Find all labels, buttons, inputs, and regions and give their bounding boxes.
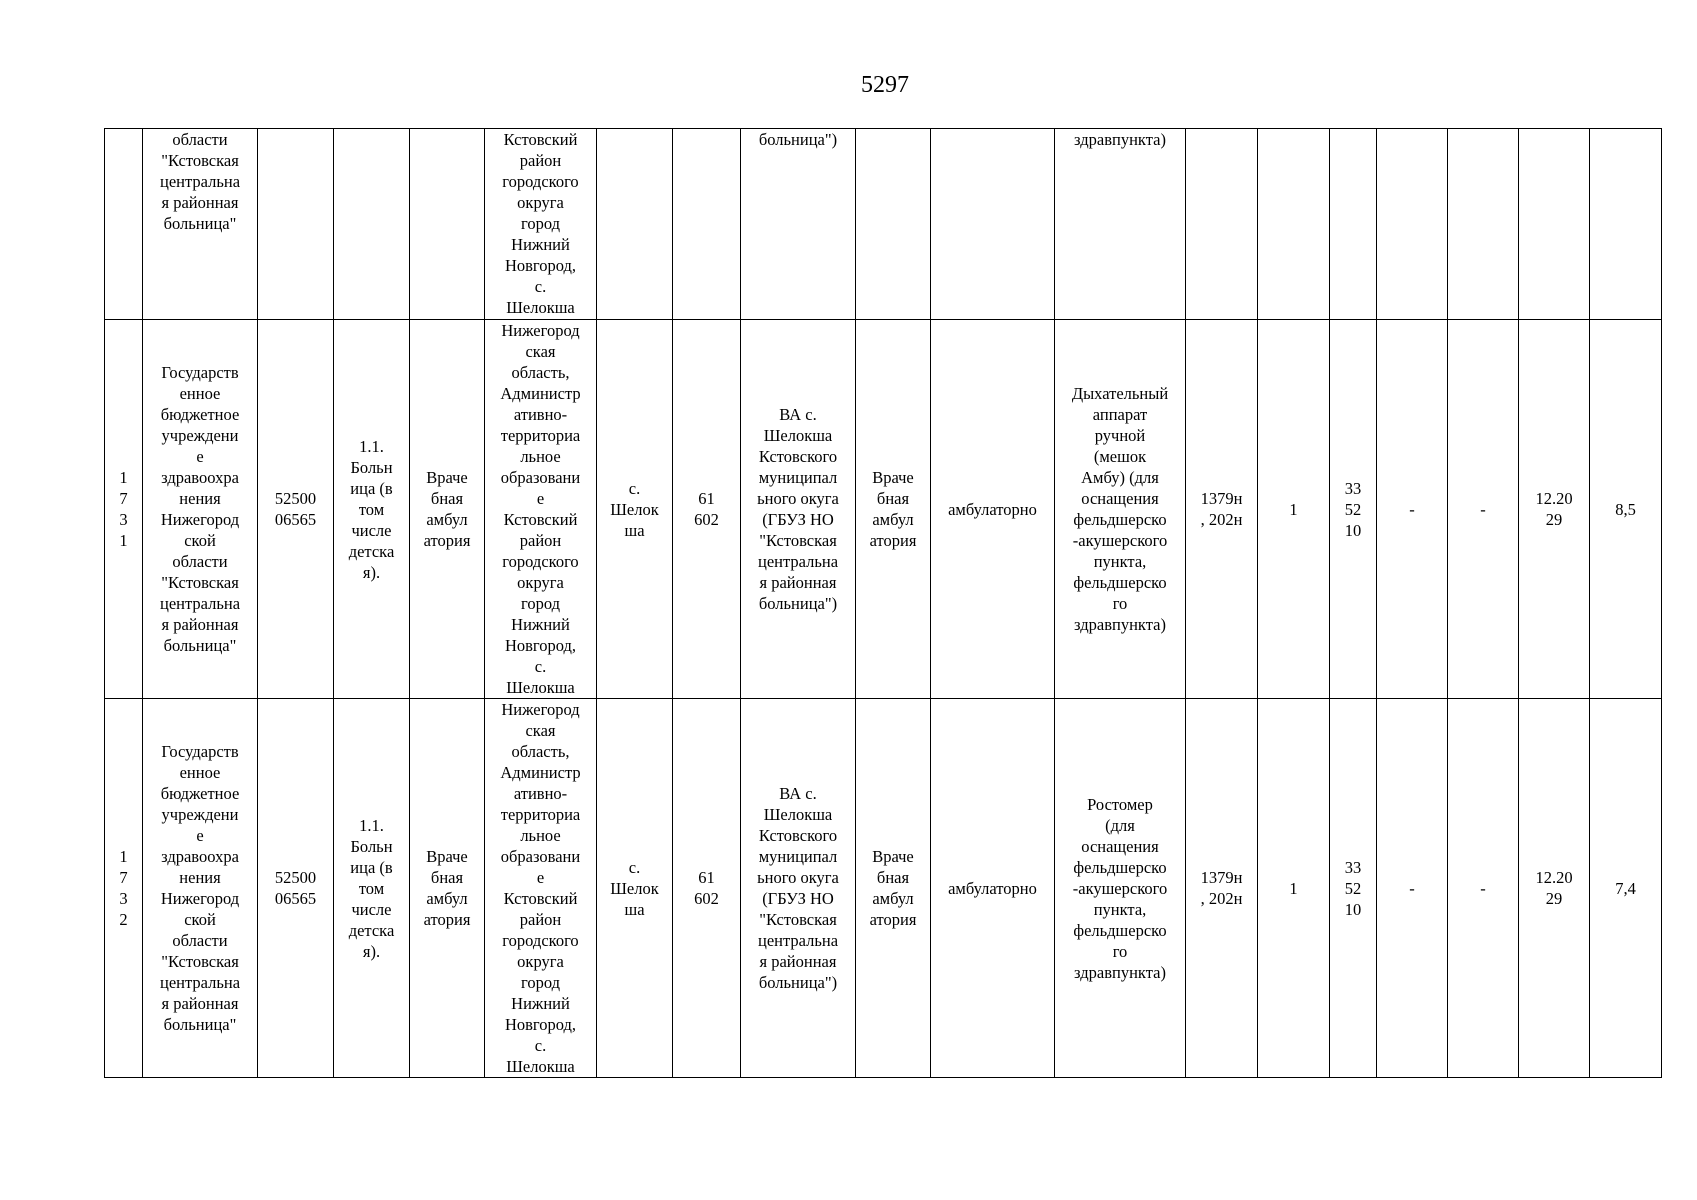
unit-type-cell: Враче бная амбул атория <box>856 699 931 1078</box>
unit-type-cell <box>856 129 931 320</box>
table-body <box>105 129 1662 1078</box>
subdivision-cell: Враче бная амбул атория <box>410 320 485 699</box>
equipment-name-cell: Ростомер (для оснащения фельдшерско -акушерского пункта, фельдшерско го здравпункта) <box>1055 699 1186 1078</box>
inn-cell: 52500 06565 <box>258 320 334 699</box>
equipment-name-cell: здравпункта) <box>1055 129 1186 320</box>
row-number-cell: 1 7 3 2 <box>105 699 143 1078</box>
page-number: 5297 <box>861 72 909 98</box>
date-cell: 12.20 29 <box>1519 699 1590 1078</box>
unit-type-cell: Враче бная амбул атория <box>856 320 931 699</box>
field-2-cell: - <box>1448 699 1519 1078</box>
okpd-code-cell: 33 52 10 <box>1330 320 1377 699</box>
value-cell: 7,4 <box>1590 699 1662 1078</box>
facility-type-cell <box>334 129 410 320</box>
equipment-table <box>104 128 1662 1078</box>
oktmo-cell: 61 602 <box>673 320 741 699</box>
settlement-cell: с. Шелок ша <box>597 320 673 699</box>
oktmo-cell: 61 602 <box>673 699 741 1078</box>
okpd-code-cell: 33 52 10 <box>1330 699 1377 1078</box>
row-number-cell: 1 7 3 1 <box>105 320 143 699</box>
field-1-cell <box>1377 129 1448 320</box>
equipment-name-cell: Дыхательный аппарат ручной (мешок Амбу) (для оснащения фельдшерско -акушерского пункта, фельдшерско го здравпункта) <box>1055 320 1186 699</box>
organization-name-cell: Государств енное бюджетное учреждени е здравоохра нения Нижегород ской области "Кстовская центральна я районная больница" <box>143 699 258 1078</box>
unit-name-cell: больница") <box>741 129 856 320</box>
table-row-continued <box>105 129 1662 320</box>
unit-name-cell: ВА с. Шелокша Кстовского муниципал ьного окуга (ГБУЗ НО "Кстовская центральна я районная больница") <box>741 699 856 1078</box>
subdivision-cell: Враче бная амбул атория <box>410 699 485 1078</box>
inn-cell <box>258 129 334 320</box>
table-row <box>105 320 1662 699</box>
order-ref-cell: 1379н , 202н <box>1186 699 1258 1078</box>
address-cell: Нижегород ская область, Администр ативно- территориа льное образовани е Кстовский район городского округа город Нижний Новгород, с. Шелокша <box>485 699 597 1078</box>
address-cell: Кстовский район городского округа город Нижний Новгород, с. Шелокша <box>485 129 597 320</box>
oktmo-cell <box>673 129 741 320</box>
order-ref-cell <box>1186 129 1258 320</box>
okpd-code-cell <box>1330 129 1377 320</box>
care-condition-cell: амбулаторно <box>931 320 1055 699</box>
care-condition-cell: амбулаторно <box>931 699 1055 1078</box>
date-cell <box>1519 129 1590 320</box>
facility-type-cell: 1.1. Больн ица (в том числе детска я). <box>334 320 410 699</box>
table-row <box>105 699 1662 1078</box>
quantity-cell: 1 <box>1258 320 1330 699</box>
field-2-cell <box>1448 129 1519 320</box>
value-cell: 8,5 <box>1590 320 1662 699</box>
address-cell: Нижегород ская область, Администр ативно- территориа льное образовани е Кстовский район городского округа город Нижний Новгород, с. Шелокша <box>485 320 597 699</box>
order-ref-cell: 1379н , 202н <box>1186 320 1258 699</box>
value-cell <box>1590 129 1662 320</box>
row-number-cell <box>105 129 143 320</box>
field-1-cell: - <box>1377 699 1448 1078</box>
date-cell: 12.20 29 <box>1519 320 1590 699</box>
quantity-cell: 1 <box>1258 699 1330 1078</box>
settlement-cell <box>597 129 673 320</box>
settlement-cell: с. Шелок ша <box>597 699 673 1078</box>
facility-type-cell: 1.1. Больн ица (в том числе детска я). <box>334 699 410 1078</box>
organization-name-cell: Государств енное бюджетное учреждени е здравоохра нения Нижегород ской области "Кстовская центральна я районная больница" <box>143 320 258 699</box>
quantity-cell <box>1258 129 1330 320</box>
unit-name-cell: ВА с. Шелокша Кстовского муниципал ьного окуга (ГБУЗ НО "Кстовская центральна я районная больница") <box>741 320 856 699</box>
field-2-cell: - <box>1448 320 1519 699</box>
inn-cell: 52500 06565 <box>258 699 334 1078</box>
field-1-cell: - <box>1377 320 1448 699</box>
care-condition-cell <box>931 129 1055 320</box>
organization-name-cell: области "Кстовская центральна я районная больница" <box>143 129 258 320</box>
subdivision-cell <box>410 129 485 320</box>
